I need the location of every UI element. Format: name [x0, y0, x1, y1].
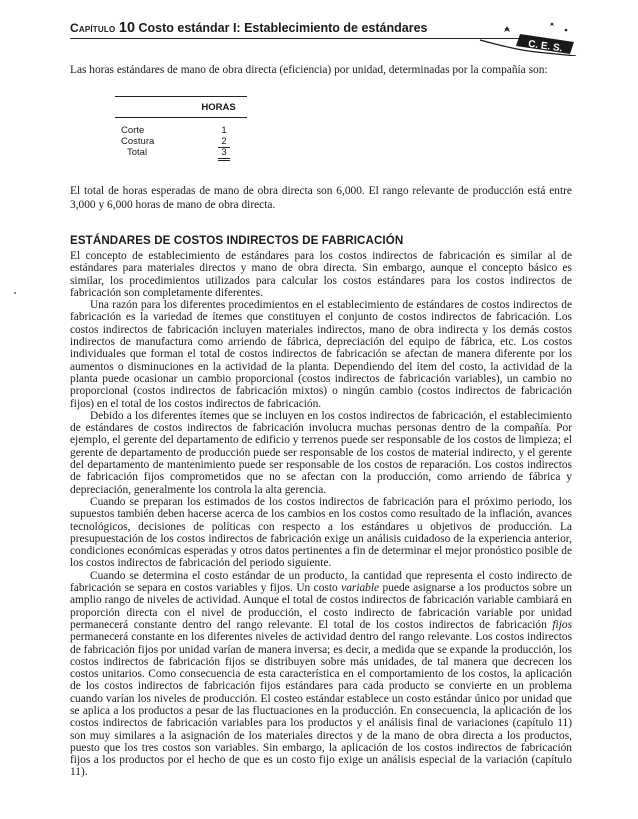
header-rule [70, 38, 530, 39]
row-value: 3 [218, 147, 230, 161]
corner-stamp-logo [478, 20, 578, 56]
section-body [70, 250, 572, 779]
body-paragraph: Debido a los diferentes ítemes que se incluyen en los costos indirectos de fabricación, el establecimiento de estándares de costos indirectos de fabricación involucra muchas personas dentro de la compañía. Por ejemplo, el gerente del departamento de edificio y terrenos puede ser responsable de los costos de limpieza; el gerente de departamento de producción puede ser responsable de los costos de material indirecto, y el gerente del departamento de mantenimiento puede ser responsable de los costos de reparación. Los costos indirectos de fabricación fijos comprometidos que no se afectan con la producción, como arriendo de fábrica y depreciación, generalmente los controla la alta gerencia. [70, 409, 572, 496]
body-paragraph: El concepto de establecimiento de estándares para los costos indirectos de fabricación es similar al de estándares para materiales directos y mano de obra directa. Sin embargo, aunque el concepto básico es similar, los procedimientos utilizados para calcular los costos estándares para los costos indirectos de fabricación son completamente diferentes. [70, 250, 572, 299]
row-label: Total [127, 147, 148, 158]
column-header-horas: HORAS [201, 102, 236, 113]
intro-paragraph: Las horas estándares de mano de obra directa (eficiencia) por unidad, determinadas por la compañía son: [70, 64, 548, 76]
svg-text:C. E. S.: C. E. S. [527, 38, 564, 55]
row-value: 2 [218, 136, 230, 148]
italic-fijos: fijos [552, 618, 572, 631]
total-hours-paragraph: El total de horas esperadas de mano de obra directa son 6,000. El rango relevante de producción está entre 3,000 y 6,000 horas de mano de obra directa. [70, 185, 572, 211]
table-header-rule [115, 117, 247, 118]
text-run: permanecerá constante en los diferentes niveles de actividad dentro del rango relevante. Los costos indirectos de fabricación fijos por unidad varían de manera inversa; es decir, a medida que se expande la producción, los costos indirectos de fabricación fijos se distribuyen sobre más unidades, de tal manera que decrecen los costos unitarios. Como consecuencia de esta característica en el comportamiento de los costos, la aplicación de los costos indirectos de fabricación fijos estándares para cada producto se convierte en un problema cuando varían los niveles de producción. El costeo estándar establece un costo estándar único por unidad que se aplica a los productos a pesar de las fluctuaciones en la producción. En consecuencia, la aplicación de los costos indirectos de fabricación variables para los productos y el análisis final de variaciones (capítulo 11) son muy similares a la asignación de los materiales directos y de la mano de obra directa a los productos, puesto que los tres costos son variables. Sin embargo, la aplicación de los costos indirectos de fabricación fijos a los productos por el hecho de que es un costo fijo exige un análisis especial de la variación (capítulo 11). [70, 631, 572, 779]
table-row [121, 125, 247, 136]
italic-variable: variable [341, 582, 380, 595]
text-run: Cuando se determina el costo estándar de un producto, la cantidad que representa el costo indirecto de fabricación se separa en costos variables y fijos. Un costo [70, 569, 572, 595]
table-row-total [121, 147, 247, 158]
hours-table [115, 96, 247, 158]
row-label: Costura [121, 136, 155, 147]
chapter-number: 10 [118, 20, 136, 36]
scan-speck [14, 292, 16, 294]
body-paragraph [70, 570, 572, 779]
row-value: 1 [221, 125, 227, 136]
table-row [121, 136, 247, 147]
chapter-word: Capítulo [70, 21, 116, 35]
section-heading: ESTÁNDARES DE COSTOS INDIRECTOS DE FABRICACIÓN [70, 234, 404, 247]
body-paragraph: Una razón para los diferentes procedimientos en el establecimiento de estándares de costos indirectos de fabricación es la variedad de ítemes que constituyen el conjunto de costos indirectos de fabricación. Los costos indirectos de fabricación incluyen materiales indirectos, mano de obra indirecta y los demás costos indirectos de manufactura como arriendo de fábrica, depreciación del equipo de fábrica, etc. Los costos individuales que forman el total de costos indirectos de fabricación se afectan de manera diferente por los aumentos o disminuciones en la actividad de la planta. Dependiendo del ítem del costo, la actividad de la planta puede ocasionar un cambio proporcional (costos indirectos de fabricación variables), un cambio no proporcional (costos indirectos de fabricación mixtos) o ningún cambio (costos indirectos de fabricación fijos) en el total de los costos indirectos de fabricación. [70, 299, 572, 410]
row-label: Corte [121, 125, 145, 136]
chapter-title: Costo estándar I: Establecimiento de estándares [138, 21, 428, 35]
text-run: puede asignarse a los productos sobre un amplio rango de niveles de actividad. Aunque el total de costos indirectos de fabricación variable cambiará en proporción directa con el nivel de producción, el costo indirecto de fabricación variable por unidad permanecerá constante dentro del rango relevante. El total de los costos indirectos de fabricación [70, 582, 572, 631]
table-top-rule [115, 96, 247, 97]
body-paragraph: Cuando se preparan los estimados de los costos indirectos de fabricación para el próximo periodo, los supuestos también deben hacerse acerca de los cambios en los costos como resultado de la inflación, avances tecnológicos, decisiones de políticas con respecto a los estándares u objetivos de producción. La presupuestación de los costos indirectos de fabricación exige un análisis cuidadoso de la experiencia anterior, condiciones económicas esperadas y otros datos pertinentes a fin de determinar el mejor pronóstico posible de los costos indirectos de fabricación del periodo siguiente. [70, 495, 572, 570]
